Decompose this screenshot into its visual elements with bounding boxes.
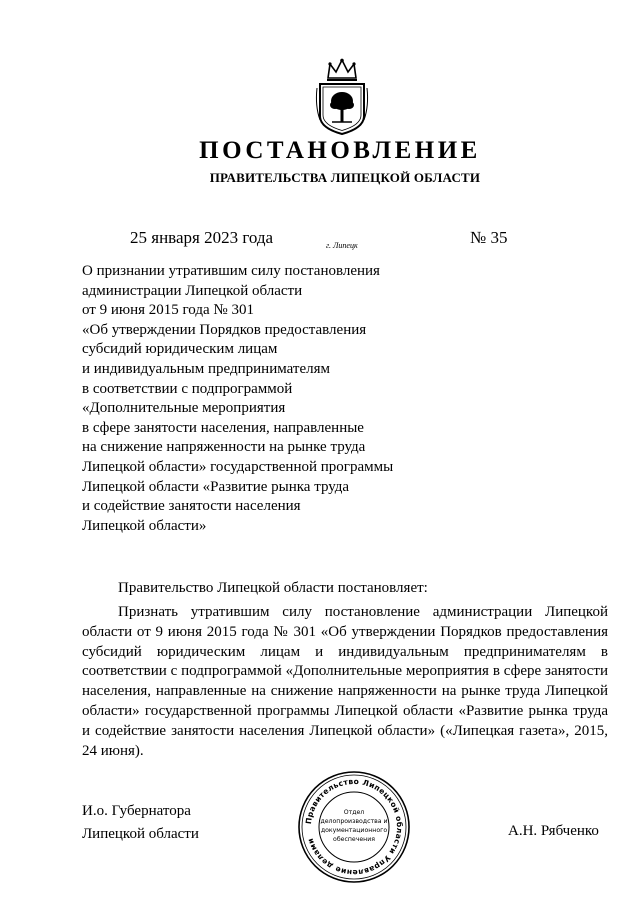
- heading-line: в сфере занятости населения, направленные: [82, 419, 364, 436]
- heading-line: субсидий юридическим лицам: [82, 341, 278, 358]
- heading-line: Липецкой области» государственной программы: [82, 458, 394, 475]
- document-city: г. Липецк: [326, 241, 358, 250]
- document-date: 25 января 2023 года: [130, 228, 274, 247]
- stamp-ring-text: Правительство Липецкой области Управление делами: [304, 776, 405, 878]
- stamp-center-line: обеспечения: [333, 836, 375, 843]
- document-heading: [82, 262, 412, 536]
- heading-line: Липецкой области «Развитие рынка труда: [82, 478, 350, 495]
- heading-line: в соответствии с подпрограммой: [82, 380, 293, 397]
- heading-line: О признании утратившим силу постановления: [82, 263, 380, 279]
- heading-line: от 9 июня 2015 года № 301: [82, 302, 254, 319]
- heading-line: на снижение напряженности на рынке труда: [82, 439, 366, 456]
- signer-position-line1: И.о. Губернатора: [82, 803, 191, 819]
- heading-line: администрации Липецкой области: [82, 282, 303, 299]
- heading-line: и индивидуальным предпринимателям: [82, 360, 330, 377]
- signer-position-line2: Липецкой области: [82, 826, 199, 842]
- signer-position: [82, 800, 199, 846]
- document-title: ПОСТАНОВЛЕНИЕ: [199, 137, 481, 164]
- document-subtitle: ПРАВИТЕЛЬСТВА ЛИПЕЦКОЙ ОБЛАСТИ: [209, 170, 481, 185]
- heading-line: «Дополнительные мероприятия: [82, 400, 286, 417]
- body-paragraph: Признать утратившим силу постановление администрации Липецкой области от 9 июня 2015 года № 301 «Об утверждении Порядков предоставления субсидий юридическим лицам и индивидуальным предпринимателям в соответствии с подпрограммой «Дополнительные мероприятия в сфере занятости населения, направленные на снижение напряженности на рынке труда Липецкой области» государственной программы Липецкой области «Развитие рынка труда и содействие занятости населения Липецкой области» («Липецкая газета», 2015, 24 июня).: [82, 604, 608, 759]
- heading-line: и содействие занятости населения: [82, 498, 301, 515]
- coat-of-arms-icon: [314, 58, 370, 136]
- heading-line: Липецкой области»: [82, 517, 207, 534]
- official-stamp-icon: [297, 770, 411, 884]
- stamp-center-line: Отдел: [343, 809, 365, 816]
- stamp-center-line: документационного: [320, 827, 388, 834]
- heading-line: «Об утверждении Порядков предоставления: [82, 321, 367, 338]
- signer-name: А.Н. Рябченко: [508, 823, 599, 839]
- decree-statement: Правительство Липецкой области постановляет:: [118, 580, 428, 596]
- stamp-center-line: делопроизводства и: [320, 818, 388, 825]
- document-number: № 35: [470, 228, 508, 247]
